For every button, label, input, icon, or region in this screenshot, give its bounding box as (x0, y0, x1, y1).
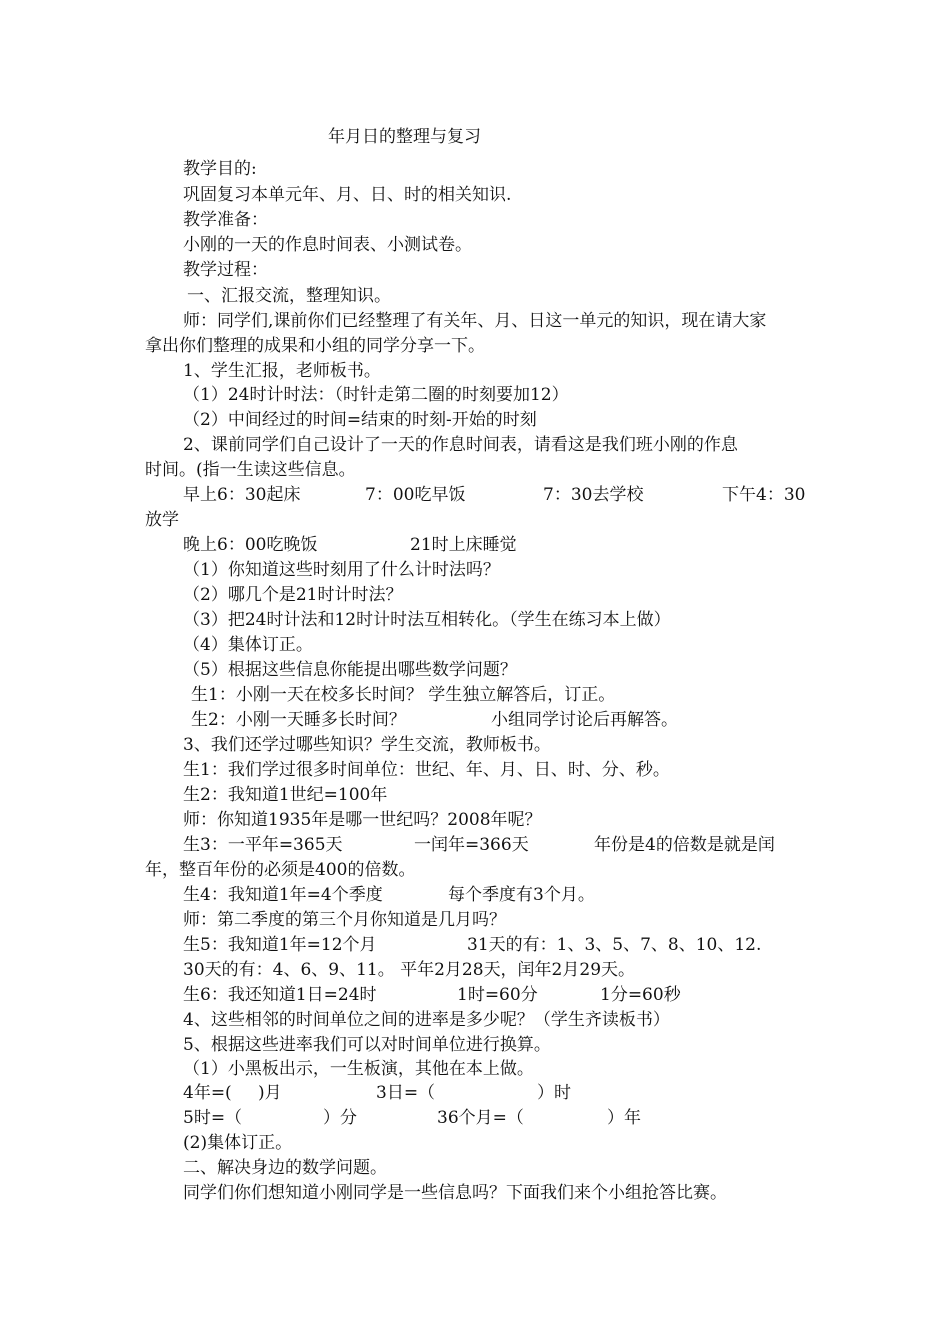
paragraph: 生1：我们学过很多时间单位：世纪、年、月、日、时、分、秒。 (183, 760, 670, 780)
paragraph: 4、这些相邻的时间单位之间的进率是多少呢？（学生齐读板书） (183, 1010, 670, 1030)
paragraph: 师：第二季度的第三个月你知道是几月吗？ (183, 910, 506, 930)
paragraph: 生1：小刚一天在校多长时间？ 学生独立解答后，订正。 (191, 685, 616, 705)
paragraph: 时间。(指一生读这些信息。 (145, 460, 356, 480)
schedule-row (0, 484, 950, 506)
exercise-blank-end: ）年 (607, 1108, 641, 1128)
paragraph: 师：你知道1935年是哪一世纪吗？2008年呢？ (183, 810, 542, 830)
schedule-item: 7：30去学校 (543, 485, 644, 505)
exercise-blank-end: ）分 (323, 1108, 357, 1128)
exercise-row (0, 1082, 950, 1104)
exercise-prompt: 4年=( (183, 1083, 232, 1103)
exercise-blank-end: )月 (258, 1083, 282, 1103)
paragraph: （2）中间经过的时间=结束的时刻-开始的时刻 (183, 410, 537, 430)
text-segment: 1分=60秒 (600, 985, 681, 1005)
text-segment: 生4：我知道1年=4个季度 (183, 885, 383, 905)
schedule-item: 7：00吃早饭 (365, 485, 466, 505)
paragraph: 拿出你们整理的成果和小组的同学分享一下。 (145, 336, 485, 356)
exercise-prompt: 5时=（ (183, 1108, 243, 1128)
paragraph: 巩固复习本单元年、月、日、时的相关知识. (183, 185, 512, 205)
paragraph: (2)集体订正。 (183, 1133, 293, 1153)
section-heading: 一、汇报交流，整理知识。 (187, 286, 391, 306)
exercise-prompt: 36个月=（ (437, 1108, 524, 1128)
document-title: 年月日的整理与复习 (328, 127, 481, 147)
paragraph: 3、我们还学过哪些知识？学生交流，教师板书。 (183, 735, 551, 755)
paragraph: 小刚的一天的作息时间表、小测试卷。 (183, 235, 472, 255)
paragraph: （4）集体订正。 (183, 635, 313, 655)
paragraph: 教学过程： (183, 260, 268, 280)
paragraph: 2、课前同学们自己设计了一天的作息时间表，请看这是我们班小刚的作息 (183, 435, 738, 455)
schedule-row (0, 534, 950, 556)
paragraph: 放学 (145, 510, 179, 530)
section-heading: 二、解决身边的数学问题。 (183, 1158, 387, 1178)
schedule-item: 晚上6：00吃晚饭 (183, 535, 318, 555)
paragraph: 同学们你们想知道小刚同学是一些信息吗？下面我们来个小组抢答比赛。 (183, 1183, 727, 1203)
paragraph: （1）24时计时法：（时针走第二圈的时刻要加12） (183, 385, 569, 405)
text-segment: 31天的有：1、3、5、7、8、10、12. (467, 935, 762, 955)
paragraph: （2）哪几个是21时计时法？ (183, 585, 403, 605)
exercise-prompt: 3日=（ (376, 1083, 436, 1103)
paragraph-row (0, 884, 950, 906)
text-segment: 生3：一平年=365天 (183, 835, 343, 855)
paragraph: 年，整百年份的必须是400的倍数。 (145, 860, 416, 880)
paragraph-row (0, 834, 950, 856)
paragraph-row (0, 984, 950, 1006)
paragraph: 教学准备： (183, 210, 268, 230)
paragraph: （1）小黑板出示，一生板演，其他在本上做。 (183, 1059, 534, 1079)
paragraph-row (0, 934, 950, 956)
exercise-row (0, 1107, 950, 1129)
paragraph: （5）根据这些信息你能提出哪些数学问题？ (183, 660, 517, 680)
text-segment: 小组同学讨论后再解答。 (491, 710, 678, 730)
paragraph: 教学目的: (183, 159, 257, 179)
paragraph-row (0, 709, 950, 731)
paragraph: 师：同学们,课前你们已经整理了有关年、月、日这一单元的知识，现在请大家 (183, 311, 767, 331)
paragraph: 5、根据这些进率我们可以对时间单位进行换算。 (183, 1035, 551, 1055)
schedule-item: 早上6：30起床 (183, 485, 301, 505)
schedule-item: 21时上床睡觉 (410, 535, 517, 555)
text-segment: 每个季度有3个月。 (448, 885, 595, 905)
text-segment: 1时=60分 (457, 985, 538, 1005)
text-segment: 年份是4的倍数是就是闰 (594, 835, 775, 855)
text-segment: 一闰年=366天 (414, 835, 529, 855)
exercise-blank-end: ）时 (537, 1083, 571, 1103)
text-segment: 生2：小刚一天睡多长时间？ (191, 710, 406, 730)
paragraph: （3）把24时计法和12时计时法互相转化。（学生在练习本上做） (183, 610, 671, 630)
paragraph: 生2：我知道1世纪=100年 (183, 785, 388, 805)
text-segment: 生6：我还知道1日=24时 (183, 985, 377, 1005)
paragraph: 1、学生汇报，老师板书。 (183, 361, 381, 381)
text-segment: 生5：我知道1年=12个月 (183, 935, 377, 955)
paragraph: （1）你知道这些时刻用了什么计时法吗？ (183, 560, 500, 580)
paragraph: 30天的有：4、6、9、11。 平年2月28天，闰年2月29天。 (183, 960, 636, 980)
schedule-item: 下午4：30 (722, 485, 806, 505)
